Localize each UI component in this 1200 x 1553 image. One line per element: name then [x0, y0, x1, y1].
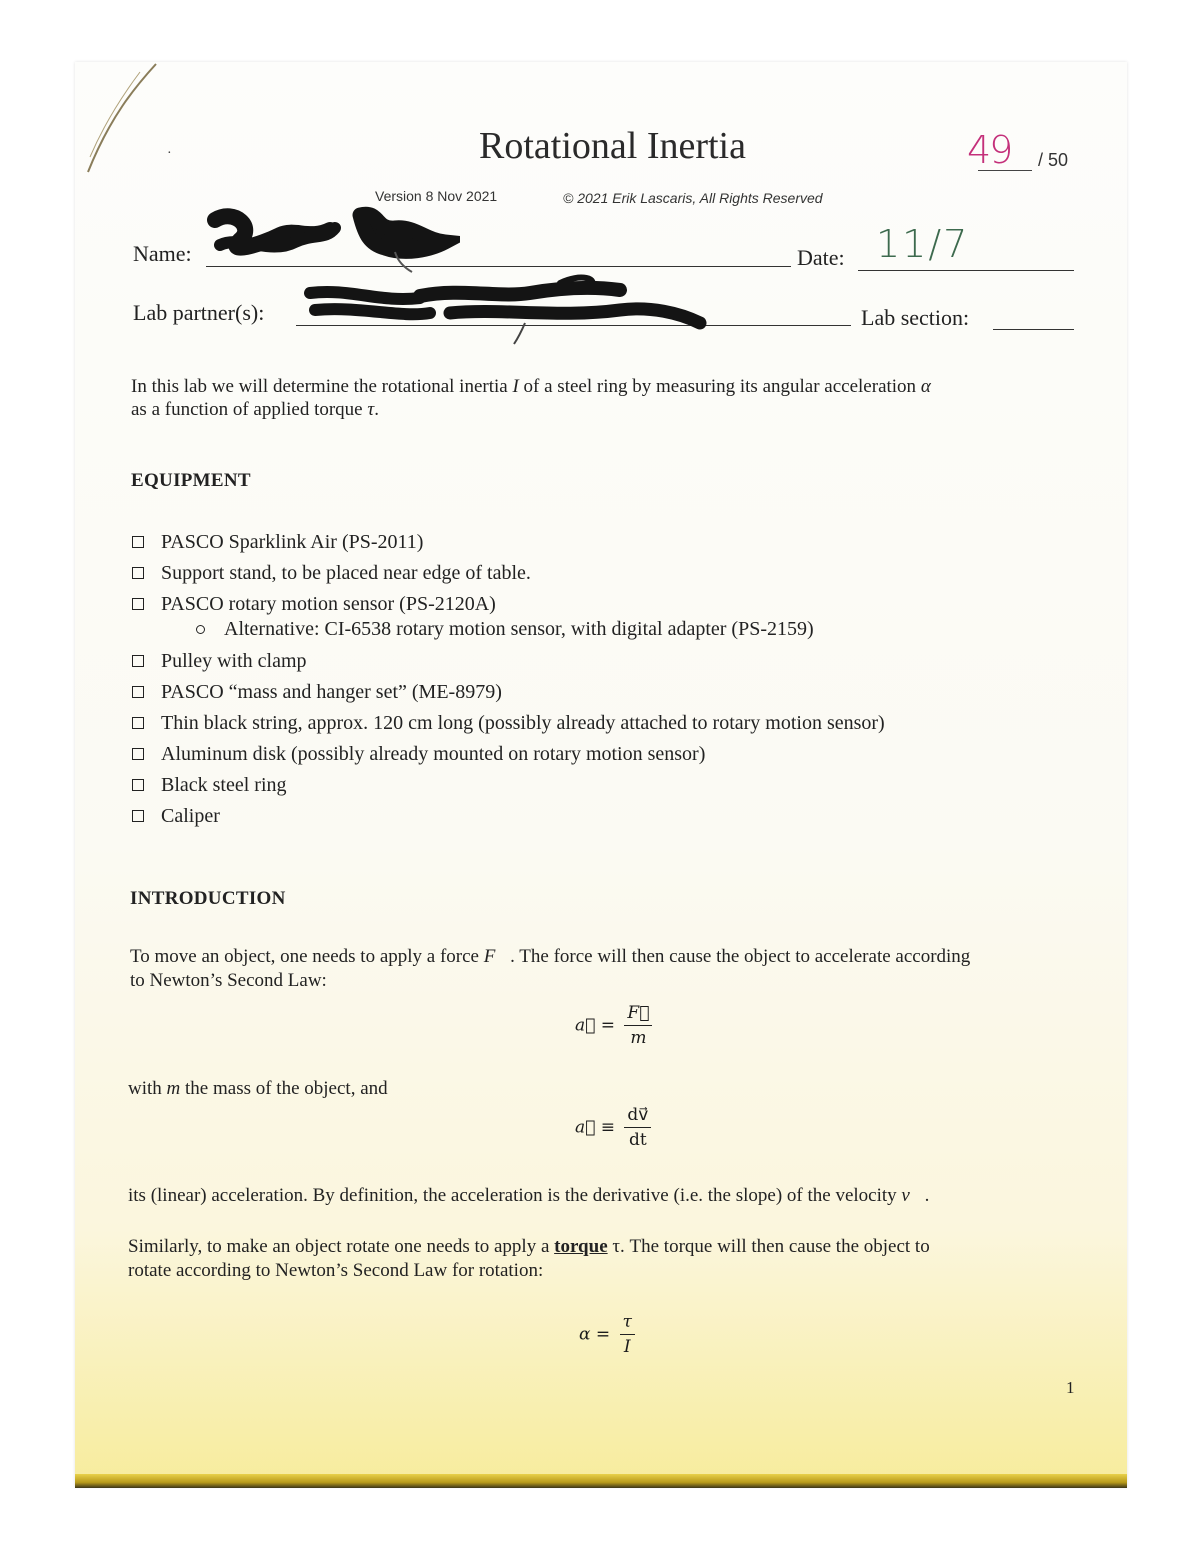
- sheet-bottom-edge: [75, 1474, 1127, 1488]
- checkbox-icon[interactable]: [132, 717, 144, 729]
- intro-p4-line-1: Similarly, to make an object rotate one needs to apply a torque τ. The torque will then cause the object to: [128, 1236, 930, 1257]
- checkbox-icon[interactable]: [132, 686, 144, 698]
- score-line: [978, 170, 1032, 171]
- checkbox-icon[interactable]: [132, 810, 144, 822]
- equipment-item: Support stand, to be placed near edge of table.: [130, 559, 1030, 590]
- date-label: Date:: [797, 245, 845, 270]
- copyright-notice: © 2021 Erik Lascaris, All Rights Reserved: [563, 190, 823, 206]
- bullet-circle-icon: [196, 625, 205, 634]
- lab-partners-label: Lab partner(s):: [133, 300, 265, 325]
- checkbox-icon[interactable]: [132, 598, 144, 610]
- checkbox-icon[interactable]: [132, 779, 144, 791]
- equipment-item: Aluminum disk (possibly already mounted on rotary motion sensor): [130, 740, 1030, 771]
- equipment-sub-item: Alternative: CI-6538 rotary motion sensor, with digital adapter (PS-2159): [130, 617, 1030, 644]
- equipment-item: Thin black string, approx. 120 cm long (possibly already attached to rotary motion sensor): [130, 709, 1030, 740]
- equation-newton-linear: a⃗ = $\frac{F⃗}{m}$: [575, 1003, 652, 1048]
- intro-p3: its (linear) acceleration. By definition, the acceleration is the derivative (i.e. the slope) of the velocity v⃗.: [128, 1185, 930, 1206]
- checkbox-icon[interactable]: [132, 536, 144, 548]
- introduction-heading: INTRODUCTION: [130, 888, 286, 909]
- equipment-list: [130, 528, 1030, 833]
- equation-acceleration-definition: a⃗ ≡ $\frac{dv⃗}{dt}$: [575, 1105, 651, 1150]
- stray-dot: ·: [167, 146, 172, 161]
- equipment-item: Caliper: [130, 802, 1030, 833]
- equipment-item: Black steel ring: [130, 771, 1030, 802]
- equipment-item: PASCO Sparklink Air (PS-2011): [130, 528, 1030, 559]
- intro-text-line-2: as a function of applied torque τ.: [131, 399, 379, 420]
- lab-section-label: Lab section:: [861, 305, 970, 330]
- equation-newton-rotational: α = $\frac{\tau}{I}$: [579, 1312, 635, 1357]
- intro-p4-line-2: rotate according to Newton’s Second Law for rotation:: [128, 1260, 544, 1281]
- intro-p2: with m the mass of the object, and: [128, 1078, 388, 1099]
- equipment-heading: EQUIPMENT: [131, 470, 251, 491]
- equipment-item: PASCO “mass and hanger set” (ME-8979): [130, 678, 1030, 709]
- intro-p1-line-1: To move an object, one needs to apply a force F⃗. The force will then cause the object to accelerate according: [130, 946, 971, 967]
- score-total: / 50: [1038, 150, 1069, 170]
- equipment-item: Pulley with clamp: [130, 647, 1030, 678]
- page-number: 1: [1066, 1378, 1075, 1397]
- intro-p1-line-2: to Newton’s Second Law:: [130, 970, 327, 991]
- torque-term: torque: [554, 1236, 608, 1257]
- page-title: Rotational Inertia: [479, 125, 746, 167]
- version-label: Version 8 Nov 2021: [375, 188, 498, 204]
- name-label: Name:: [133, 241, 192, 266]
- date-field-line[interactable]: [858, 270, 1074, 271]
- section-field-line[interactable]: [993, 329, 1074, 330]
- intro-text-line-1: In this lab we will determine the rotational inertia I of a steel ring by measuring its angular acceleration α: [131, 376, 931, 397]
- handwritten-score: 49: [967, 128, 1012, 172]
- handwritten-date: 11/7: [876, 222, 970, 266]
- equipment-item: PASCO rotary motion sensor (PS-2120A): [130, 590, 1030, 621]
- checkbox-icon[interactable]: [132, 567, 144, 579]
- checkbox-icon[interactable]: [132, 748, 144, 760]
- checkbox-icon[interactable]: [132, 655, 144, 667]
- redacted-partners-scribble: [300, 268, 710, 348]
